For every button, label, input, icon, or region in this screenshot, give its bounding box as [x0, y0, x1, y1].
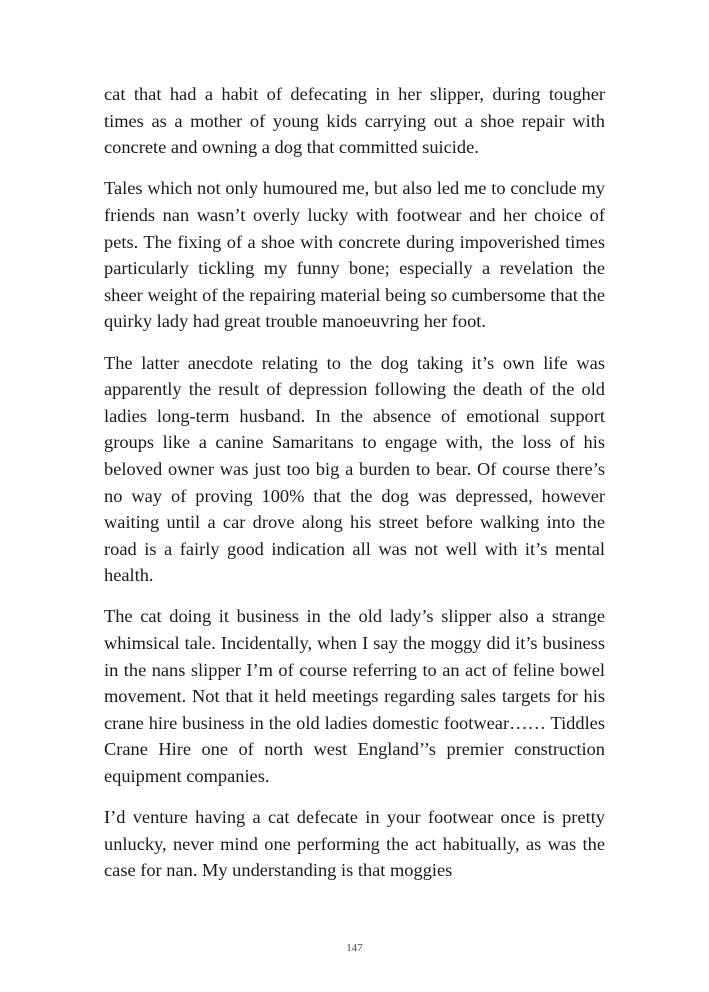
- body-text: [104, 81, 605, 899]
- paragraph: I’d venture having a cat defecate in your footwear once is pretty unlucky, never mind one performing the act habitually, as was the case for nan. My understanding is that moggies: [104, 807, 605, 881]
- paragraph: The latter anecdote relating to the dog taking it’s own life was apparently the result of depression following the death of the old ladies long-term husband. In the absence of emotional support groups like a canine Samaritans to engage with, the loss of his beloved owner was just too big a burden to bear. Of course there’s no way of proving 100% that the dog was depressed, however waiting until a car drove along his street before walking into the road is a fairly good indication all was not well with it’s mental health.: [104, 352, 605, 586]
- paragraph: cat that had a habit of defecating in her slipper, during tougher times as a mother of young kids carrying out a shoe repair with concrete and owning a dog that committed suicide.: [104, 84, 605, 158]
- page-number: 147: [346, 942, 363, 954]
- paragraph: The cat doing it business in the old lady’s slipper also a strange whimsical tale. Incidentally, when I say the moggy did it’s business in the nans slipper I’m of course referring to an act of feline bowel movement. Not that it held meetings regarding sales targets for his crane hire business in the old ladies domestic footwear…… Tiddles Crane Hire one of north west England’’s premier construction equipment companies.: [104, 606, 605, 787]
- paragraph: Tales which not only humoured me, but also led me to conclude my friends nan wasn’t overly lucky with footwear and her choice of pets. The fixing of a shoe with concrete during impoverished times particularly tickling my funny bone; especially a revelation the sheer weight of the repairing material being so cumbersome that the quirky lady had great trouble manoeuvring her foot.: [104, 178, 605, 332]
